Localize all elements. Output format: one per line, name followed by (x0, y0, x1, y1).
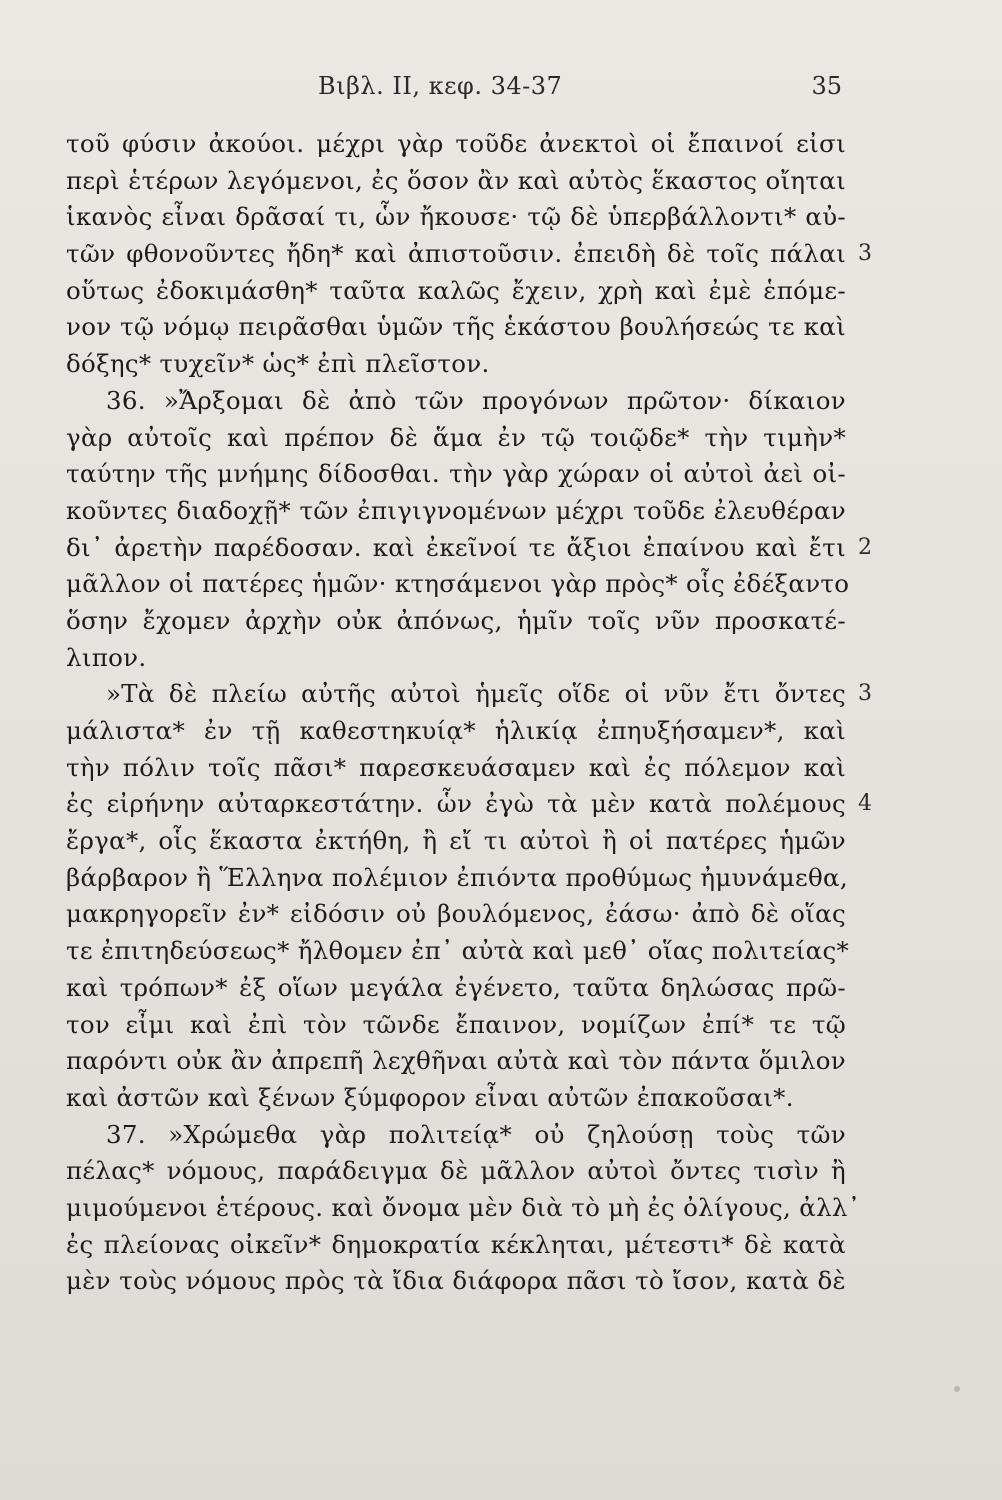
line-text: μάλιστα* ἐν τῇ καθεστηκυίᾳ* ἡλικίᾳ ἐπηυξήσαμεν*, καὶ (66, 716, 846, 745)
line-text: ἐς εἰρήνην αὐταρκεστάτην. ὧν ἐγὼ τὰ μὲν κατὰ πολέμους (66, 789, 846, 819)
line-text: λιπον. (66, 642, 147, 672)
line-text: παρόντι οὐκ ἂν ἀπρεπῆ λεχθῆναι αὐτὰ καὶ τὸν πάντα ὅμιλον (66, 1046, 846, 1076)
text-line (66, 933, 850, 970)
line-text: δόξης* τυχεῖν* ὡς* ἐπὶ πλεῖστον. (66, 349, 490, 379)
line-text: οὕτως ἐδοκιμάσθη* ταῦτα καλῶς ἔχειν, χρὴ καὶ ἐμὲ ἑπόμε- (66, 275, 846, 305)
line-text: τὴν πόλιν τοῖς πᾶσι* παρεσκευάσαμεν καὶ ἐς πόλεμον καὶ (66, 752, 846, 782)
line-text: ἔργα*, οἷς ἕκαστα ἐκτήθη, ἢ εἴ τι αὐτοὶ ἢ οἱ πατέρες ἡμῶν (66, 826, 846, 856)
line-text: καὶ τρόπων* ἐξ οἵων μεγάλα ἐγένετο, ταῦτα δηλώσας πρῶ- (66, 972, 846, 1002)
text-line (66, 970, 846, 1007)
line-text: »Τὰ δὲ πλείω αὐτῆς αὐτοὶ ἡμεῖς οἵδε οἱ νῦν ἔτι ὄντες (106, 679, 846, 709)
text-line (66, 273, 846, 310)
line-text: ἐς πλείονας οἰκεῖν* δημοκρατία κέκληται, μέτεστι* δὲ κατὰ (66, 1229, 846, 1259)
line-text: ἱκανὸς εἶναι δρᾶσαί τι, ὧν ἤκουσε· τῷ δὲ ὑπερβάλλοντι* αὐ- (66, 202, 846, 232)
text-line (66, 676, 873, 713)
page-number: 35 (811, 72, 842, 100)
paper-speck (954, 1386, 960, 1392)
text-line (66, 126, 846, 163)
line-text: τε ἐπιτηδεύσεως* ἤλθομεν ἐπ᾽ αὐτὰ καὶ μεθ᾽ οἵας πολιτείας* (66, 936, 850, 966)
text-line (66, 1153, 846, 1190)
text-line (66, 456, 846, 493)
body-text (66, 126, 873, 1300)
text-line (66, 566, 850, 603)
text-line (66, 1227, 846, 1264)
text-line (66, 603, 846, 640)
text-line (66, 860, 846, 897)
line-text: δι᾽ ἀρετὴν παρέδοσαν. καὶ ἐκεῖνοί τε ἄξιοι ἐπαίνου καὶ ἔτι (66, 532, 846, 562)
line-text: μὲν τοὺς νόμους πρὸς τὰ ἴδια διάφορα πᾶσι τὸ ἴσον, κατὰ δὲ (66, 1266, 846, 1296)
text-line (66, 163, 846, 200)
line-text: 36. »Ἄρξομαι δὲ ἀπὸ τῶν προγόνων πρῶτον· δίκαιον (106, 385, 846, 415)
running-head: Βιβλ. II, κεφ. 34-37 (318, 72, 563, 100)
page-header (0, 72, 1002, 112)
line-text: μακρηγορεῖν ἐν* εἰδόσιν οὐ βουλόμενος, ἐάσω· ἀπὸ δὲ οἵας (66, 899, 846, 929)
text-line (66, 1080, 846, 1117)
line-text: καὶ ἀστῶν καὶ ξένων ξύμφορον εἶναι αὐτῶν ἐπακοῦσαι*. (66, 1082, 794, 1112)
text-line (66, 1007, 846, 1044)
text-line (66, 236, 873, 273)
text-line (66, 346, 846, 383)
line-text: ταύτην τῆς μνήμης δίδοσθαι. τὴν γὰρ χώραν οἱ αὐτοὶ ἀεὶ οἰ- (66, 459, 846, 489)
line-text: μᾶλλον οἱ πατέρες ἡμῶν· κτησάμενοι γὰρ πρὸς* οἷς ἐδέξαντο (66, 569, 850, 599)
margin-section-number: 4 (858, 791, 873, 817)
text-line (66, 1190, 861, 1227)
line-text: κοῦντες διαδοχῇ* τῶν ἐπιγιγνομένων μέχρι τοῦδε ἐλευθέραν (66, 495, 846, 525)
text-line (66, 713, 846, 750)
text-line (66, 1043, 846, 1080)
line-text: νον τῷ νόμῳ πειρᾶσθαι ὑμῶν τῆς ἑκάστου βουλήσεώς τε καὶ (66, 312, 846, 342)
text-line (66, 786, 873, 823)
margin-section-number: 3 (858, 241, 873, 267)
line-text: ὅσην ἔχομεν ἀρχὴν οὐκ ἀπόνως, ἡμῖν τοῖς νῦν προσκατέ- (66, 605, 846, 635)
line-text: βάρβαρον ἢ Ἕλληνα πολέμιον ἐπιόντα προθύμως ἠμυνάμεθα, (66, 862, 848, 892)
text-line (66, 493, 846, 530)
line-text: τοῦ φύσιν ἀκούοι. μέχρι γὰρ τοῦδε ἀνεκτοὶ οἱ ἔπαινοί εἰσι (66, 129, 846, 158)
line-text: πέλας* νόμους, παράδειγμα δὲ μᾶλλον αὐτοὶ ὄντες τισὶν ἢ (66, 1156, 846, 1186)
line-text: τον εἶμι καὶ ἐπὶ τὸν τῶνδε ἔπαινον, νομίζων ἐπί* τε τῷ (66, 1009, 846, 1039)
text-line (66, 1117, 846, 1154)
margin-section-number: 3 (858, 681, 873, 707)
text-line (66, 823, 846, 860)
line-text: περὶ ἑτέρων λεγόμενοι, ἐς ὅσον ἂν καὶ αὐτὸς ἕκαστος οἴηται (66, 165, 846, 195)
text-line (66, 309, 846, 346)
text-line (66, 640, 846, 677)
text-line (66, 383, 846, 420)
text-line (66, 530, 873, 567)
text-line (66, 1263, 846, 1300)
margin-section-number: 2 (858, 534, 873, 560)
line-text: μιμούμενοι ἑτέρους. καὶ ὄνομα μὲν διὰ τὸ μὴ ἐς ὀλίγους, ἀλλ᾽ (66, 1192, 861, 1222)
line-text: γὰρ αὐτοῖς καὶ πρέπον δὲ ἅμα ἐν τῷ τοιῷδε* τὴν τιμὴν* (66, 422, 846, 452)
line-text: 37. »Χρώμεθα γὰρ πολιτείᾳ* οὐ ζηλούσῃ τοὺς τῶν (106, 1119, 846, 1149)
line-text: τῶν φθονοῦντες ἤδη* καὶ ἀπιστοῦσιν. ἐπειδὴ δὲ τοῖς πάλαι (66, 239, 846, 269)
text-line (66, 750, 846, 787)
text-line (66, 199, 846, 236)
text-line (66, 896, 846, 933)
text-line (66, 420, 846, 457)
